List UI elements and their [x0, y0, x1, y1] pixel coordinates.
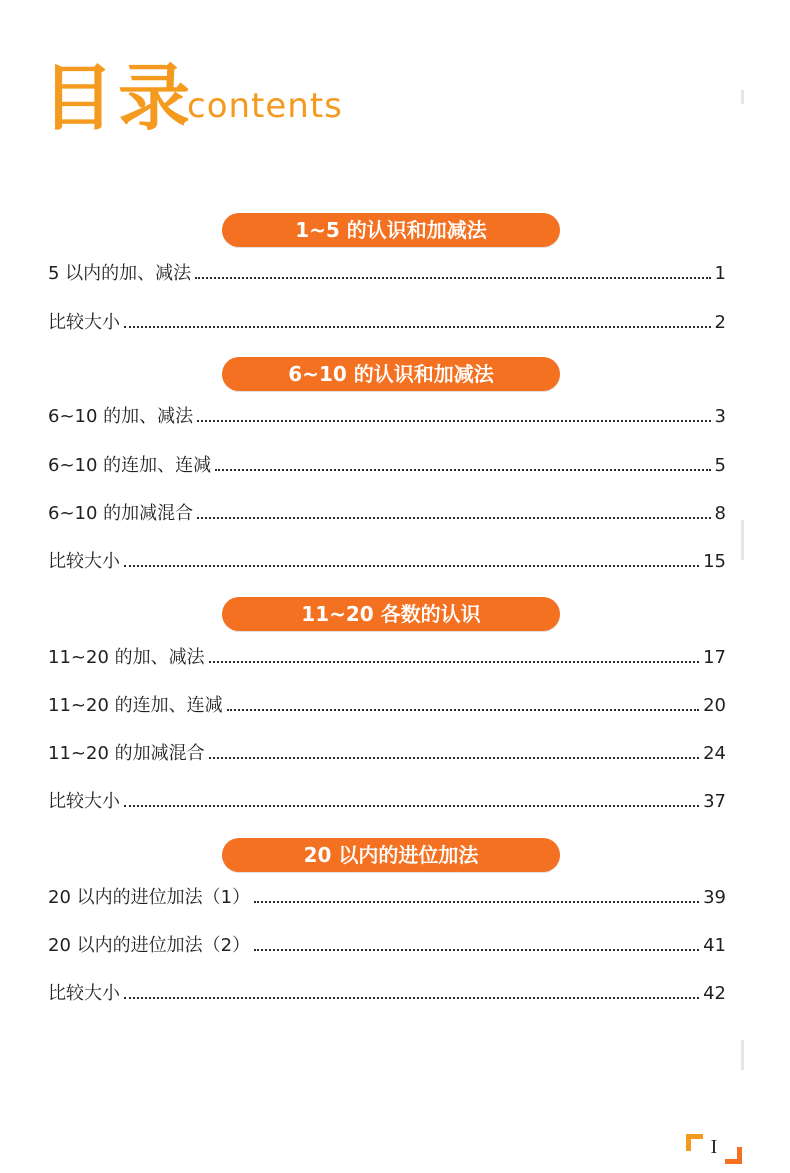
entry-label: 11~20 的连加、连减 — [48, 695, 223, 716]
section-heading-1: 1~5 的认识和加减法 — [222, 213, 560, 247]
toc-entry[interactable] — [48, 257, 726, 287]
dot-leader — [124, 805, 699, 807]
entry-page: 8 — [714, 503, 726, 524]
entry-page: 42 — [703, 983, 726, 1004]
entry-page: 1 — [714, 263, 726, 284]
toc-entry[interactable] — [48, 881, 726, 911]
dot-leader — [195, 277, 710, 279]
dot-leader — [197, 420, 710, 422]
toc-entry[interactable] — [48, 306, 726, 336]
entry-label: 6~10 的加减混合 — [48, 503, 194, 524]
entry-label: 11~20 的加减混合 — [48, 743, 205, 764]
corner-bracket-right-icon — [725, 1147, 742, 1164]
dot-leader — [124, 997, 699, 999]
dot-leader — [197, 517, 710, 519]
dot-leader — [124, 565, 699, 567]
entry-page: 17 — [703, 647, 726, 668]
entry-label: 20 以内的进位加法（2） — [48, 935, 251, 956]
toc-entry[interactable] — [48, 737, 726, 767]
toc-entry[interactable] — [48, 545, 726, 575]
page-number: I — [710, 1136, 718, 1158]
title-chinese: 目录 — [42, 56, 195, 140]
section-heading-2: 6~10 的认识和加减法 — [222, 357, 560, 391]
section-heading-3: 11~20 各数的认识 — [222, 597, 560, 631]
entry-label: 20 以内的进位加法（1） — [48, 887, 251, 908]
entry-label: 6~10 的加、减法 — [48, 406, 194, 427]
entry-page: 20 — [703, 695, 726, 716]
entry-label: 比较大小 — [48, 312, 120, 333]
toc-entry[interactable] — [48, 785, 726, 815]
title-english: contents — [187, 86, 343, 126]
entry-page: 3 — [714, 406, 726, 427]
scan-edge-mark — [741, 520, 744, 560]
entry-page: 41 — [703, 935, 726, 956]
entry-label: 6~10 的连加、连减 — [48, 455, 212, 476]
dot-leader — [254, 901, 699, 903]
entry-label: 5 以内的加、减法 — [48, 263, 192, 284]
entry-page: 5 — [714, 455, 726, 476]
dot-leader — [254, 949, 699, 951]
entry-label: 比较大小 — [48, 983, 120, 1004]
entry-page: 37 — [703, 791, 726, 812]
scan-edge-mark — [741, 1040, 744, 1070]
toc-entry[interactable] — [48, 929, 726, 959]
entry-label: 比较大小 — [48, 551, 120, 572]
dot-leader — [215, 469, 710, 471]
entry-page: 39 — [703, 887, 726, 908]
toc-entry[interactable] — [48, 400, 726, 430]
dot-leader — [227, 709, 699, 711]
entry-page: 15 — [703, 551, 726, 572]
dot-leader — [209, 661, 699, 663]
toc-entry[interactable] — [48, 977, 726, 1007]
dot-leader — [209, 757, 699, 759]
toc-entry[interactable] — [48, 497, 726, 527]
toc-entry[interactable] — [48, 641, 726, 671]
entry-page: 24 — [703, 743, 726, 764]
page-number-marker — [686, 1134, 742, 1164]
entry-label: 比较大小 — [48, 791, 120, 812]
toc-entry[interactable] — [48, 689, 726, 719]
toc-entry[interactable] — [48, 449, 726, 479]
entry-page: 2 — [714, 312, 726, 333]
dot-leader — [124, 326, 711, 328]
section-heading-4: 20 以内的进位加法 — [222, 838, 560, 872]
scan-edge-mark — [741, 90, 744, 104]
entry-label: 11~20 的加、减法 — [48, 647, 205, 668]
